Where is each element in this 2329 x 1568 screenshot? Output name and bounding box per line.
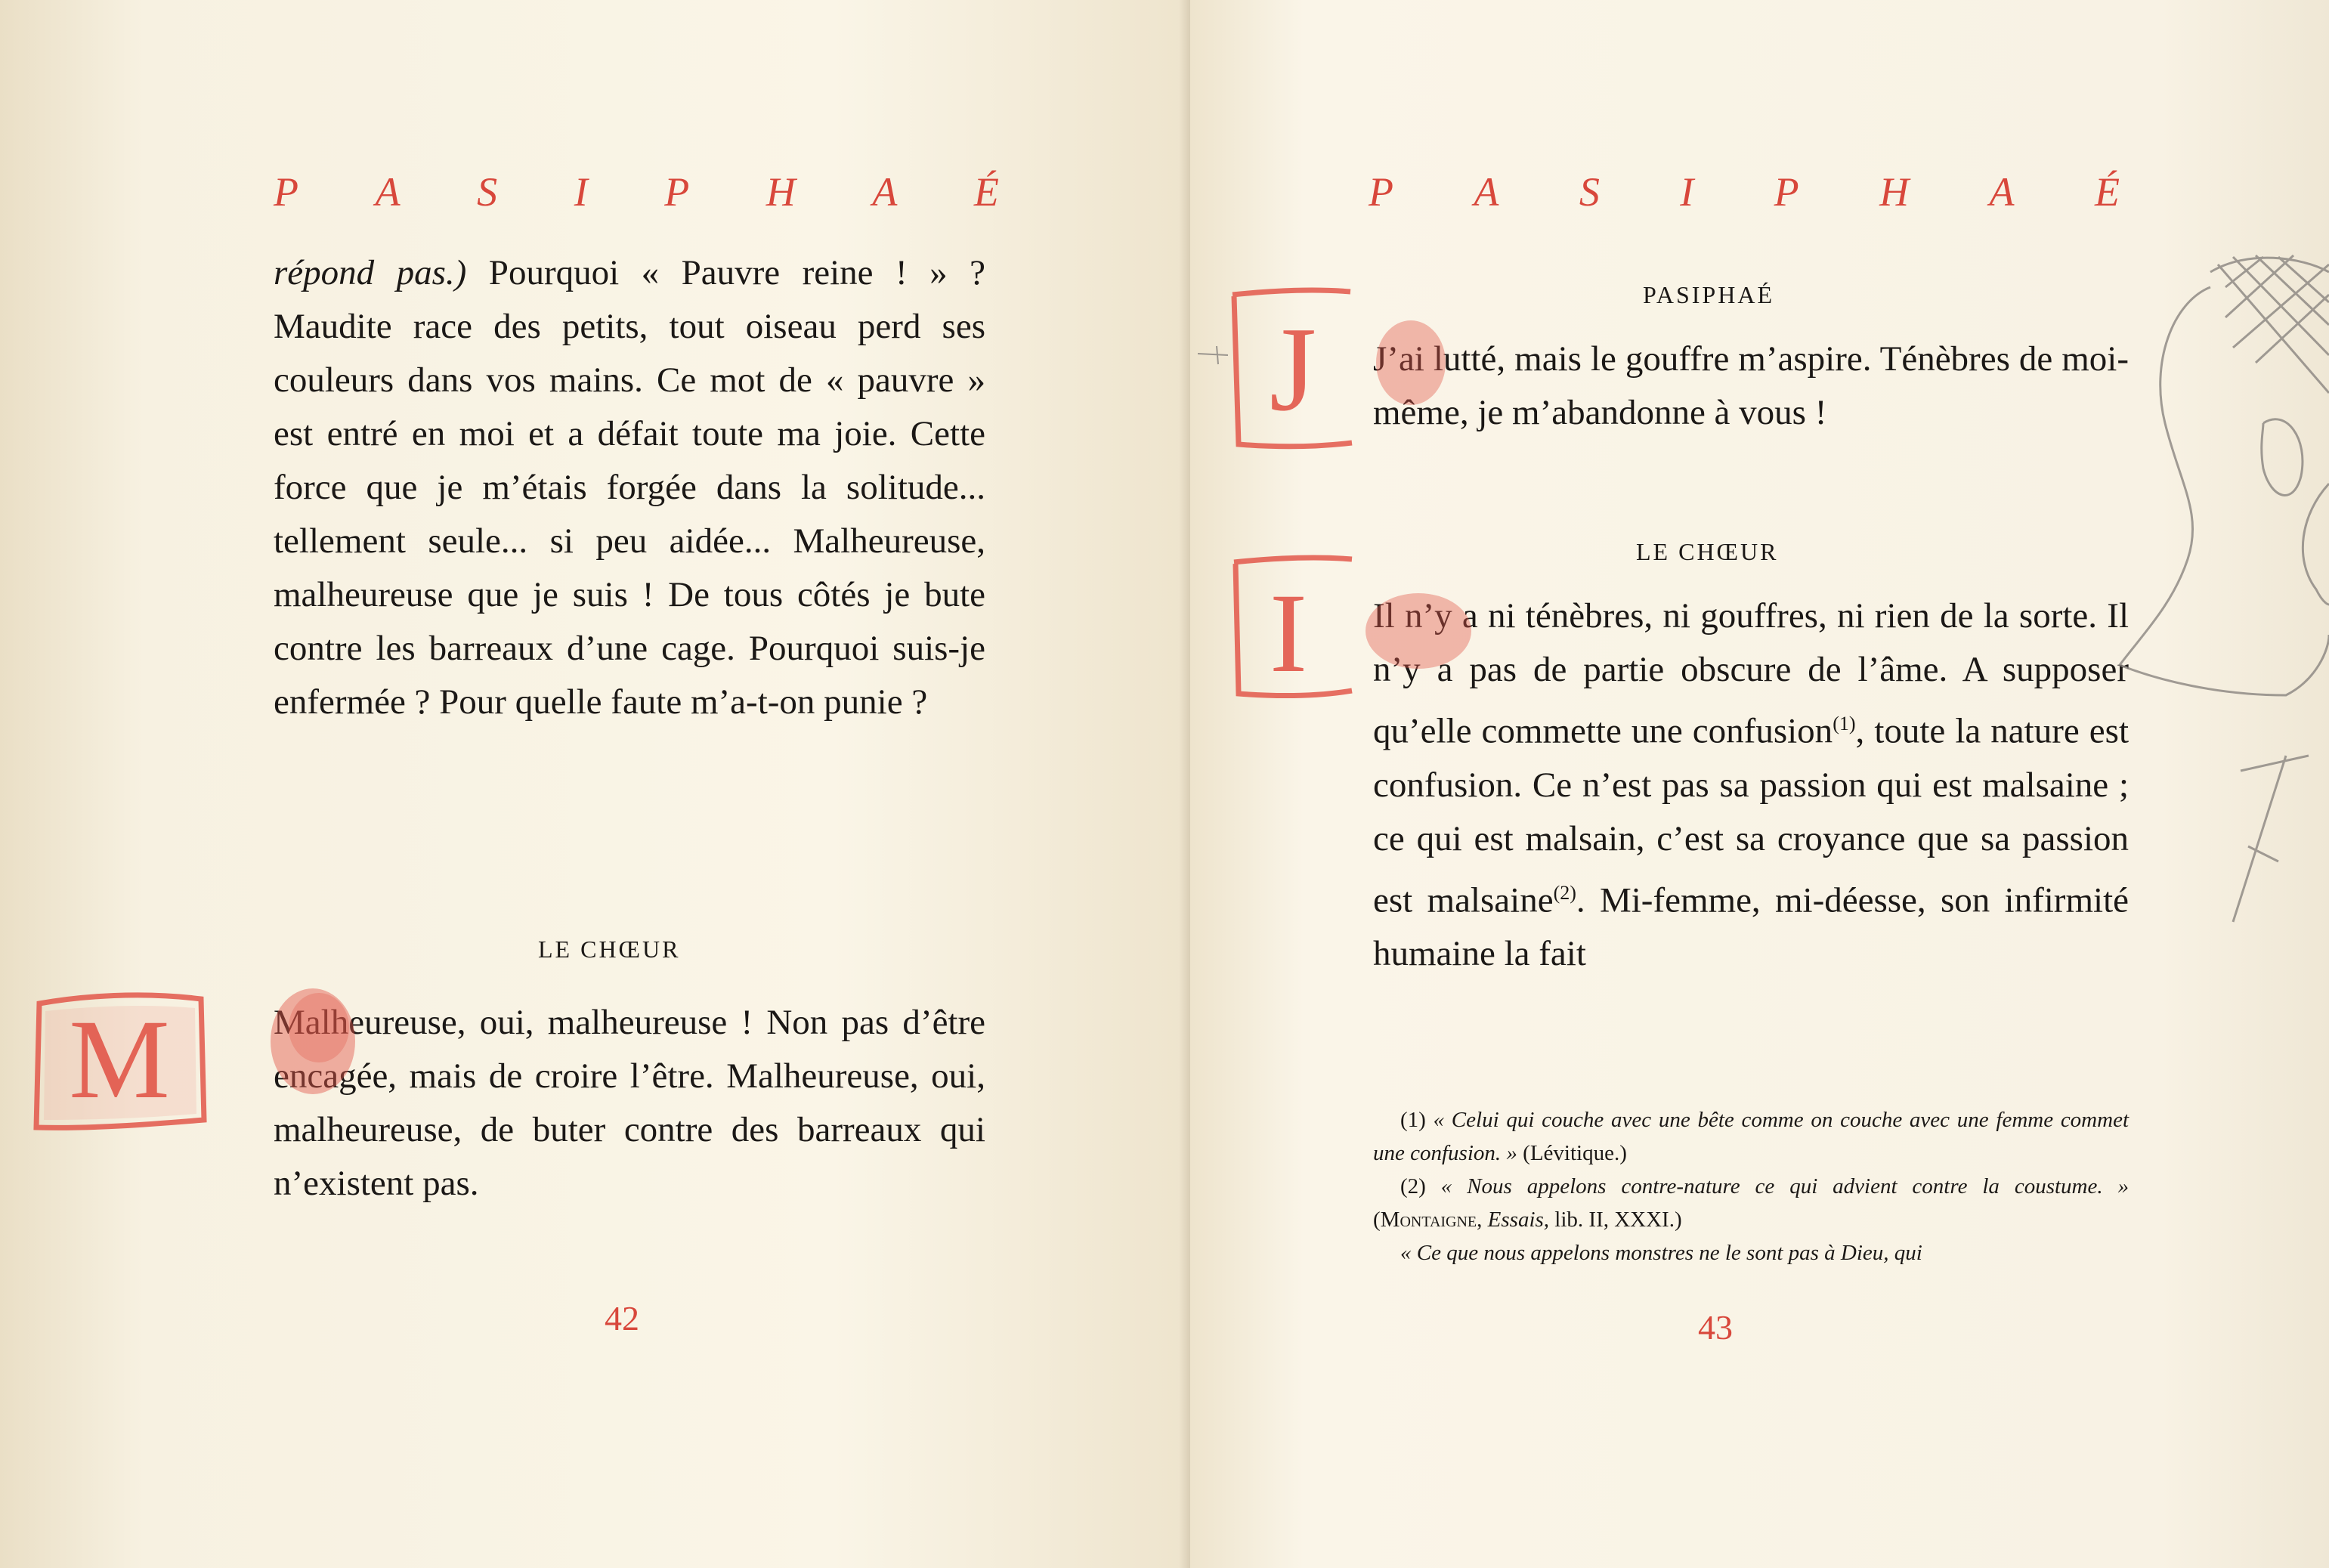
running-head-letter: S	[1579, 169, 1600, 215]
running-head-letter: A	[1989, 169, 2015, 215]
running-head-letter: I	[574, 169, 588, 215]
footnote-number: (1)	[1400, 1108, 1426, 1132]
crayon-smudge	[266, 982, 361, 1096]
footnote-quote: « Ce que nous appelons monstres ne le sont pas à Dieu, qui	[1400, 1241, 1922, 1265]
pasiphae-text: J’ai lutté, mais le gouffre m’aspire. Ténèbres de moi-même, je m’abandonne à vous !	[1373, 339, 2129, 432]
footnotes	[1373, 1103, 2129, 1270]
speaker-chorus: LE CHŒUR	[1636, 538, 1779, 565]
running-head-letter: A	[375, 169, 401, 215]
running-head-letter: É	[2094, 169, 2120, 215]
pencil-sketch	[2112, 242, 2329, 997]
stamp-letter: J	[1269, 302, 1317, 436]
running-head-letter: H	[1879, 169, 1910, 215]
footnote-quote: « Nous appelons contre-nature ce qui advient contre la coustume. »	[1440, 1174, 2130, 1198]
running-head-letter: H	[766, 169, 796, 215]
right-page	[1190, 0, 2329, 1568]
paragraph-text: Pourquoi « Pauvre reine ! » ? Maudite race des petits, tout oiseau perd ses couleurs dans vos mains. Ce mot de « pauvre » est entré en moi et a défait toute ma joie. Cette force que je m’étais forgée dans la solitude... tellement seule... si peu aidée... Malheureuse, malheureuse que je suis ! De tous côtés je bute contre les barreaux d’une cage. Pourquoi suis-je enfermée ? Pour quelle faute m’a-t-on punie ?	[274, 253, 985, 722]
footnote-2	[1373, 1170, 2129, 1236]
page-number-right: 43	[1698, 1308, 1733, 1347]
footnote-number: (2)	[1400, 1174, 1426, 1198]
running-head-letter: I	[1680, 169, 1694, 215]
running-head-letter: A	[872, 169, 898, 215]
running-head-letter: S	[477, 169, 498, 215]
crayon-stamp-j	[1223, 281, 1359, 456]
speaker-pasiphae: PASIPHAÉ	[1643, 281, 1774, 308]
left-chorus-paragraph	[274, 996, 985, 1211]
footnote-3	[1373, 1236, 2129, 1270]
running-head-letter: P	[274, 169, 298, 215]
crayon-stamp-i	[1225, 550, 1361, 701]
running-head-letter: P	[664, 169, 690, 215]
left-opening-paragraph	[274, 246, 985, 729]
stamp-letter: I	[1270, 571, 1307, 696]
footnote-ref-1: (1)	[1833, 713, 1856, 735]
pasiphae-paragraph	[1373, 332, 2129, 440]
footnote-source: (Lévitique.)	[1523, 1141, 1627, 1165]
footnote-reference: lib. II, XXXI.)	[1554, 1208, 1682, 1232]
speaker-chorus: LE CHŒUR	[538, 936, 681, 963]
chorus-text: , toute la nature est confusion. Ce n’est pas sa passion qui est malsaine ; ce qui est malsain, c’est sa croyance que sa passion est malsaine	[1373, 711, 2129, 920]
left-running-head	[274, 162, 999, 222]
chorus-text: Malheureuse, oui, malheureuse ! Non pas d’être encagée, mais de croire l’être. Malheureuse, oui, malheureuse, de buter contre des barreaux qui n’existent pas.	[274, 1003, 985, 1203]
stage-direction: répond pas.)	[274, 253, 467, 292]
footnote-1	[1373, 1103, 2129, 1170]
running-head-letter: P	[1369, 169, 1393, 215]
chorus-text: Il n’y a ni ténèbres, ni gouffres, ni rien de la sorte. Il n’y a pas de partie obscure de l’âme. A supposer qu’elle commette une confusion	[1373, 596, 2129, 751]
crayon-smudge	[1373, 317, 1449, 408]
stamp-letter: M	[69, 997, 170, 1122]
running-head-letter: A	[1474, 169, 1499, 215]
chorus-text: . Mi-femme, mi-déesse, son infirmité humaine la fait	[1373, 880, 2129, 974]
footnote-author: (Montaigne,	[1373, 1208, 1483, 1232]
crayon-smudge	[1362, 589, 1474, 673]
right-running-head	[1369, 162, 2120, 222]
running-head-letter: P	[1774, 169, 1799, 215]
crayon-stamp-m	[29, 976, 210, 1138]
footnote-ref-2: (2)	[1553, 881, 1576, 904]
pencil-tick	[1194, 339, 1239, 369]
page-number-left: 42	[605, 1299, 639, 1338]
right-chorus-paragraph	[1373, 589, 2129, 981]
footnote-work: Essais,	[1487, 1208, 1550, 1232]
running-head-letter: É	[973, 169, 999, 215]
footnote-quote: « Celui qui couche avec une bête comme on couche avec une femme commet une confusion. »	[1373, 1108, 2129, 1165]
